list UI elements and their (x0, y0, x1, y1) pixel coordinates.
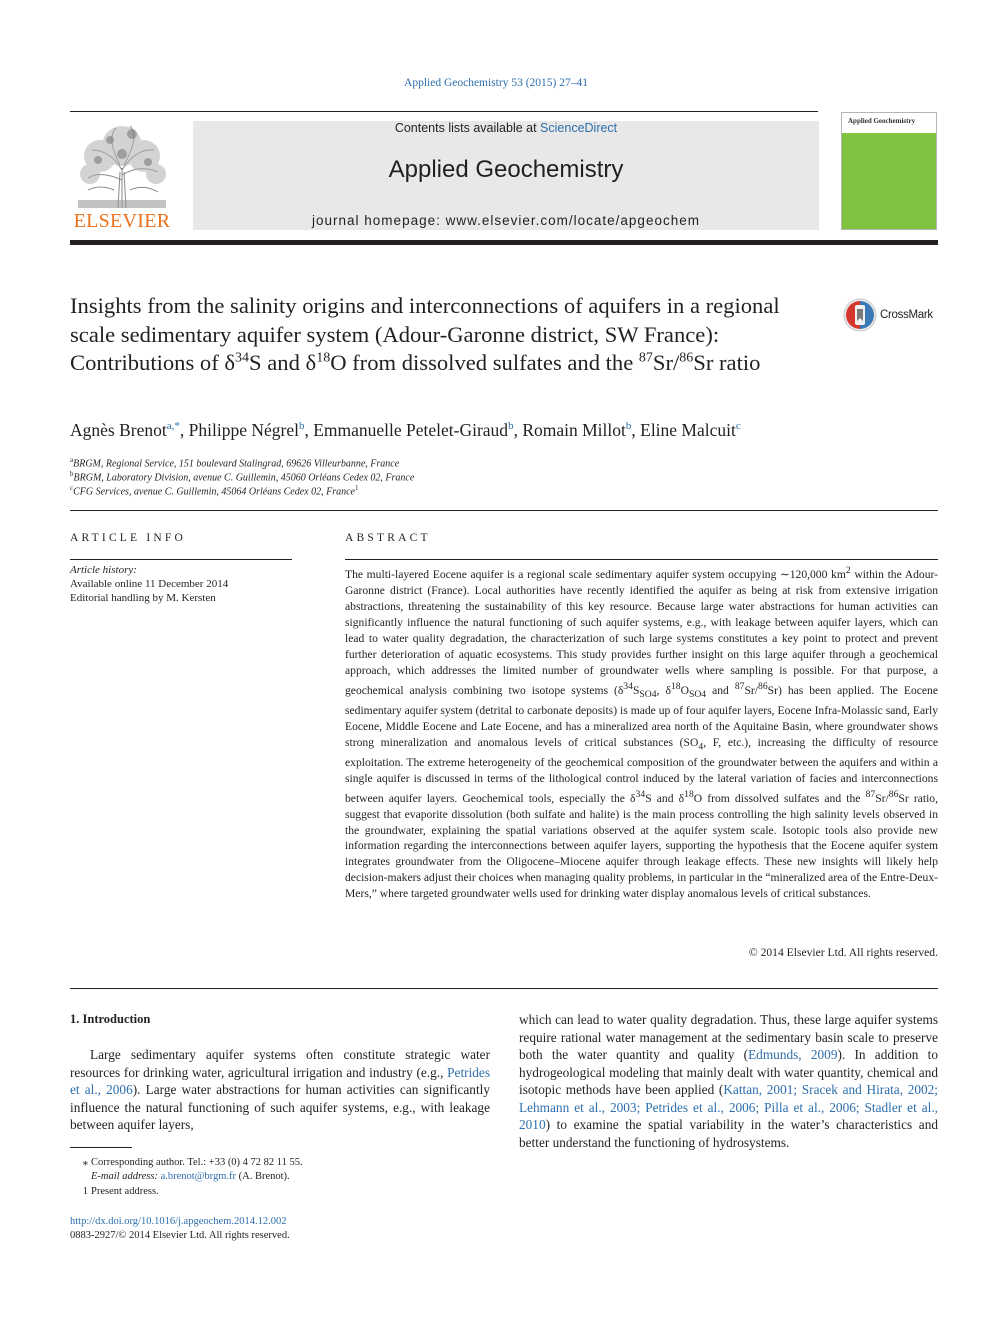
homepage-url[interactable]: www.elsevier.com/locate/apgeochem (445, 213, 700, 228)
intro-text: Large sedimentary aquifer systems often constitute strategic water resources for drinking water, agricultural irrigation and industry (e.g., (70, 1047, 490, 1080)
citation-link[interactable]: Edmunds, 2009 (748, 1047, 838, 1062)
intro-text: ) to examine the spatial variability in the water’s characteristics and better understand the functioning of hydrosystems. (519, 1117, 938, 1150)
author-name[interactable]: Philippe Négrel (188, 420, 299, 440)
article-info-heading: ARTICLE INFO (70, 532, 186, 544)
footnote-text: Corresponding author. Tel.: +33 (0) 4 72 82 11 55. (91, 1157, 303, 1168)
homepage-prefix: journal homepage: (312, 213, 446, 228)
journal-title[interactable]: Applied Geochemistry (388, 156, 624, 183)
author-marks[interactable]: b (508, 420, 514, 433)
author-marks[interactable]: a,* (166, 420, 180, 433)
abstract-part: The multi-layered Eocene aquifer is a regional scale sedimentary aquifer system occupying ∼120,000 km (345, 567, 846, 581)
journal-homepage (193, 213, 819, 228)
author-list: Agnès Brenot$^{a,*}$, Philippe Négrel$^b$, Emmanuelle Petelet-Giraud$^b$, Romain Millot$^b$, Eline Malcuit$^c$ (70, 420, 741, 440)
abstract-copyright: © 2014 Elsevier Ltd. All rights reserved. (748, 946, 938, 959)
title-part: O from dissolved sulfates and the (330, 350, 639, 375)
footnote-text: (A. Brenot). (235, 1171, 290, 1182)
sciencedirect-link[interactable]: ScienceDirect (540, 121, 618, 135)
footnote-rule (70, 1147, 132, 1148)
abstract-part: O from dissolved sulfates and the (693, 791, 866, 805)
author-name[interactable]: Eline Malcuit (640, 420, 736, 440)
affiliation-text: BRGM, Laboratory Division, avenue C. Guillemin, 45060 Orléans Cedex 02, France (73, 472, 415, 484)
cover-title: Applied Geochemistry (848, 117, 916, 125)
article-history-label: Article history: (70, 564, 137, 576)
email-link[interactable]: a.brenot@brgm.fr (160, 1171, 236, 1182)
introduction-right-column (519, 1011, 938, 1151)
abstract-sup: 87 (734, 680, 745, 692)
introduction-heading: 1. Introduction (70, 1012, 151, 1026)
abstract-sup: 86 (888, 788, 899, 800)
abstract-sup: 18 (684, 788, 694, 800)
intro-text: ). Large water abstractions for human activities can significantly influence the natural functioning of such aquifer systems, e.g., with leakage between aquifer layers, (70, 1082, 490, 1132)
introduction-left-column (70, 1046, 490, 1134)
cover-green-panel (842, 133, 936, 229)
title-sup: 87 (638, 350, 653, 366)
title-sup: 86 (679, 350, 694, 366)
footnote-mark: 1 (82, 1186, 88, 1197)
abstract-sub: SO4 (688, 688, 707, 700)
intro-text: ). In addition to hydrogeological modeling that mainly dealt with water quantity, chemical and isotopic methods have been applied ( (519, 1047, 938, 1097)
article-title (70, 292, 830, 378)
abstract-part: S (632, 683, 640, 697)
footnote-email (70, 1171, 290, 1182)
abstract-sup: 87 (865, 788, 876, 800)
affiliation-mark: b (70, 470, 74, 478)
crossmark-label[interactable]: CrossMark (880, 309, 933, 321)
abstract-part: Sr) has been applied. The Eocene sedimentary aquifer system (detrital to carbonate deposits) is made up of four aquifer layers, Eocene Infra-Molassic sand, Early Eocene, Middle Eocene and Late Eocene, and has a mineralized area north of the Aquitaine Basin, where groundwater shows strong mineralization and anomalous levels of critical substances (SO (345, 683, 938, 749)
doi-link[interactable]: http://dx.doi.org/10.1016/j.apgeochem.2014.12.002 (70, 1216, 287, 1227)
abstract-rule (345, 559, 938, 560)
abstract-sub: 4 (698, 740, 704, 752)
abstract-sub: SO4 (639, 688, 657, 700)
abstract-part: Sr/ (875, 791, 889, 805)
footnote-present-address (70, 1186, 159, 1197)
abstract-part: O (680, 683, 689, 697)
abstract-part: and (706, 683, 735, 697)
abstract-sup: 2 (845, 565, 851, 576)
article-info-rule (70, 559, 292, 560)
header-rule (70, 111, 818, 112)
abstract-part: Sr/ (744, 683, 759, 697)
abstract-text (345, 563, 938, 902)
title-sup: 34 (235, 350, 250, 366)
affiliation (70, 484, 359, 497)
affiliation-text: BRGM, Regional Service, 151 boulevard Stalingrad, 69626 Villeurbanne, France (73, 458, 400, 470)
journal-reference[interactable]: Applied Geochemistry 53 (2015) 27–41 (404, 77, 588, 89)
author-name[interactable]: Emmanuelle Petelet-Giraud (313, 420, 509, 440)
footnote-corresponding (70, 1156, 303, 1168)
footnote-mark: ⁎ (82, 1157, 88, 1168)
section-rule (70, 510, 938, 511)
affiliation-mark: a (70, 456, 74, 464)
affiliation-footnote-mark[interactable]: 1 (355, 484, 359, 492)
available-online-date: Available online 11 December 2014 (70, 578, 229, 590)
abstract-sup: 34 (623, 680, 633, 692)
intro-text: which can lead to water quality degradation. Thus, these large aquifer systems require rational water management at the sedimentary basin scale to preserve both the water quantity and quality ( (519, 1012, 938, 1062)
affiliation-text: CFG Services, avenue C. Guillemin, 45064 Orléans Cedex 02, France (73, 486, 355, 498)
abstract-part: Sr ratio, suggest that evaporite dissolution (both sulfate and halite) is the main process controlling the high salinity levels observed in the groundwater, explaining the spatial variations observed at the aquifer system scale. Isotopic tools also provide new information regarding the interconnections between aquifer layers, supporting the hypothesis that the Eocene aquifer system integrates groundwater from the Oligocene–Miocene aquifer through leakage effects. These new insights will likely help decision-makers adjust their choices when managing quality problems, in particular in the “mineralized area of the Entre-Deux-Mers,” where targeted groundwater wells used for drinking water display anomalous levels of critical substances. (345, 791, 939, 901)
title-part: Sr ratio (693, 350, 761, 375)
author-name[interactable]: Agnès Brenot (70, 420, 167, 440)
crossmark-icon (842, 297, 878, 333)
title-part: S and δ (249, 350, 317, 375)
email-label: E-mail address: (91, 1171, 161, 1182)
abstract-part: , F, etc.), increasing the difficulty of resource exploitation. The extreme heterogeneity of the geochemical composition of the groundwater between the aquifers and within a single aquifer is discussed in terms of the lithological control induced by the lateral variation of facies and interconnections between aquifer layers. Geochemical tools, especially the δ (345, 735, 938, 805)
title-sup: 18 (316, 350, 331, 366)
issn-copyright: 0883-2927/© 2014 Elsevier Ltd. All rights reserved. (70, 1230, 290, 1241)
author-marks[interactable]: c (735, 420, 741, 433)
author-marks[interactable]: b (625, 420, 632, 433)
abstract-sup: 86 (758, 680, 768, 692)
abstract-sup: 18 (670, 680, 681, 692)
title-part: Sr/ (652, 350, 680, 375)
footnote-text: Present address. (91, 1186, 159, 1197)
citation-link[interactable]: Petrides et al., 2006 (70, 1064, 490, 1097)
contents-line (193, 121, 819, 135)
affiliation-mark: c (70, 484, 74, 492)
header-bottom-rule (70, 240, 938, 245)
journal-cover-thumbnail[interactable] (841, 112, 937, 230)
contents-prefix: Contents lists available at (394, 121, 541, 135)
editorial-handling: Editorial handling by M. Kersten (70, 592, 216, 604)
affiliation (70, 456, 399, 469)
body-rule (70, 988, 938, 989)
abstract-sup: 34 (635, 788, 646, 800)
abstract-part: S and δ (645, 791, 685, 805)
abstract-part: , δ (656, 683, 671, 697)
abstract-part: within the Adour-Garonne district (France). Local authorities have recently identified the aquifer as being at risk from extensive irrigation abstractions, threatening the sustainability of this key resource. Because large water abstractions for human activities can significantly influence the natural functioning of such aquifer systems, e.g., with leakage between aquifer layers, which can lead to water quality degradation, the characterization of such large systems constitutes a key point to protect and prevent further deterioration of aquatic ecosystems. This study provides further insight on this large aquifer through a geochemical approach, which addresses the limited number of groundwater wells where sampling is possible. For that purpose, a geochemical analysis combining two isotope systems (δ (345, 567, 938, 697)
author-name[interactable]: Romain Millot (522, 420, 626, 440)
author-marks[interactable]: b (298, 420, 305, 433)
citation-link[interactable]: Kattan, 2001; Sracek and Hirata, 2002; Lehmann et al., 2003; Petrides et al., 2006; Pilla et al., 2006; Stadler et al., 2010 (519, 1082, 938, 1132)
abstract-heading: ABSTRACT (345, 532, 431, 544)
affiliation (70, 470, 414, 483)
title-part: Insights from the salinity origins and interconnections of aquifers in a regional scale sedimentary aquifer system (Adour-Garonne district, SW France): Contributions of δ (70, 293, 780, 375)
elsevier-wordmark: ELSEVIER (73, 210, 171, 232)
